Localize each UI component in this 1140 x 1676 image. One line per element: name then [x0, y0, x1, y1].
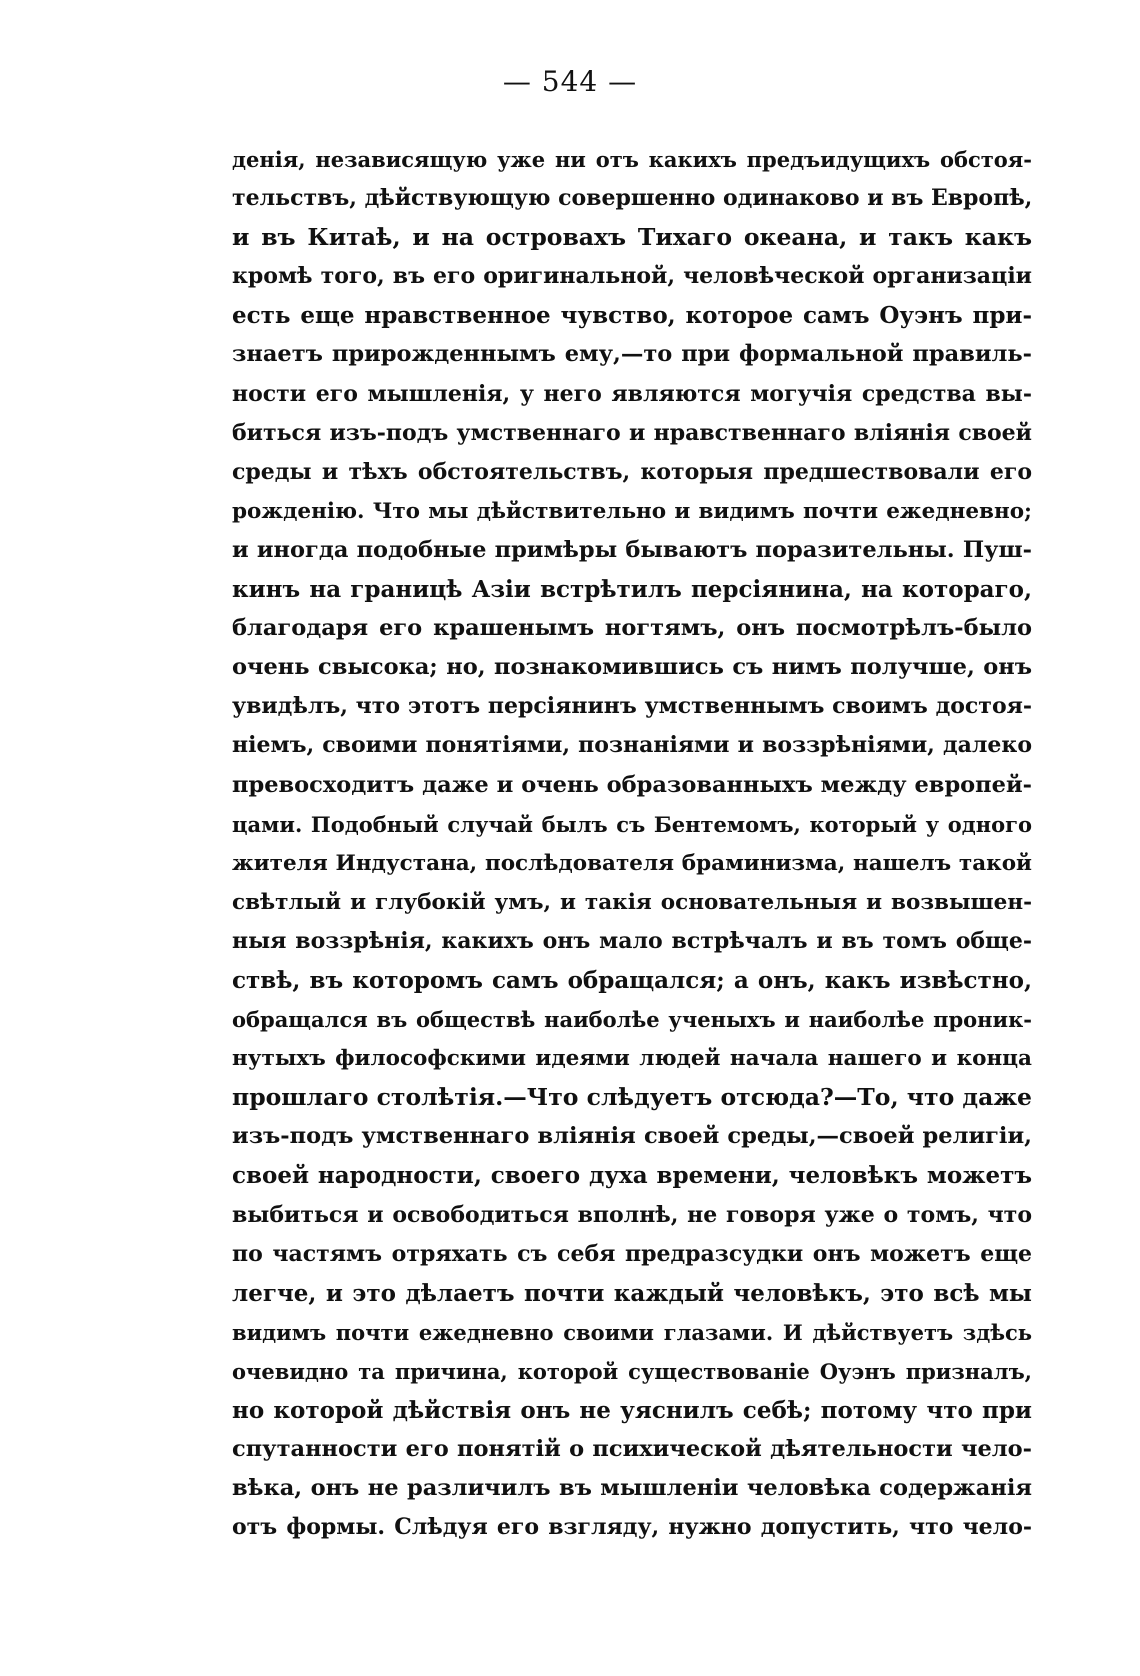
text-line: увидѣлъ, что этотъ персіянинъ умственнымъ своимъ достоя- — [232, 693, 1032, 720]
text-line: кинъ на границѣ Азіи встрѣтилъ персіянина, на котораго, — [232, 576, 1032, 604]
text-line: ныя воззрѣнія, какихъ онъ мало встрѣчалъ и въ томъ обще- — [232, 927, 1032, 954]
text-line: знаетъ прирожденнымъ ему,—то при формальной правиль- — [232, 341, 1032, 368]
text-line: обращался въ обществѣ наиболѣе ученыхъ и наиболѣе проник- — [232, 1007, 1032, 1033]
text-line: вѣка, онъ не различилъ въ мышленіи человѣка содержанія — [232, 1475, 1032, 1502]
text-line: жителя Индустана, послѣдователя браминизма, нашелъ такой — [232, 850, 1032, 876]
text-line: по частямъ отряхать съ себя предразсудки онъ можетъ еще — [232, 1240, 1032, 1267]
page-number: — 544 — — [502, 65, 638, 98]
text-line: денія, независящую уже ни отъ какихъ предъидущихъ обстоя- — [232, 147, 1032, 172]
text-line: выбиться и освободиться вполнѣ, не говоря уже о томъ, что — [232, 1201, 1032, 1228]
text-line: есть еще нравственное чувство, которое самъ Оуэнъ при- — [232, 302, 1032, 330]
text-line: свѣтлый и глубокій умъ, и такія основательныя и возвышен- — [232, 889, 1032, 915]
text-line: среды и тѣхъ обстоятельствъ, которыя предшествовали его — [232, 458, 1032, 485]
text-line: и въ Китаѣ, и на островахъ Тихаго океана, и такъ какъ — [232, 223, 1032, 252]
text-line: изъ-подъ умственнаго вліянія своей среды,—своей религіи, — [232, 1123, 1032, 1150]
text-line: цами. Подобный случай былъ съ Бентемомъ, который у одного — [232, 811, 1032, 837]
text-line: нутыхъ философскими идеями людей начала нашего и конца — [232, 1046, 1032, 1072]
text-line: кромѣ того, въ его оригинальной, человѣческой организаціи — [232, 263, 1032, 290]
text-line: спутанности его понятій о психической дѣятельности чело- — [232, 1436, 1032, 1463]
text-line: но которой дѣйствія онъ не уяснилъ себѣ; потому что при — [232, 1397, 1032, 1424]
text-line: своей народности, своего духа времени, человѣкъ можетъ — [232, 1162, 1032, 1190]
body-text — [232, 140, 1032, 1547]
text-line: очень свысока; но, познакомившись съ нимъ получше, онъ — [232, 654, 1032, 681]
text-line: рожденію. Что мы дѣйствительно и видимъ почти ежедневно; — [232, 498, 1032, 524]
text-line: легче, и это дѣлаетъ почти каждый человѣкъ, это всѣ мы — [232, 1279, 1032, 1307]
text-line: ствѣ, въ которомъ самъ обращался; а онъ, какъ извѣстно, — [232, 966, 1032, 994]
text-line: превосходитъ даже и очень образованныхъ между европей- — [232, 771, 1032, 798]
text-line: ніемъ, своими понятіями, познаніями и воззрѣніями, далеко — [232, 732, 1032, 759]
text-line: благодаря его крашенымъ ногтямъ, онъ посмотрѣлъ-было — [232, 615, 1032, 642]
text-line: биться изъ-подъ умственнаго и нравственнаго вліянія своей — [232, 419, 1032, 446]
text-line: прошлаго столѣтія.—Что слѣдуетъ отсюда?—То, что даже — [232, 1083, 1032, 1112]
text-line: и иногда подобные примѣры бываютъ поразительны. Пуш- — [232, 536, 1032, 563]
text-line: ности его мышленія, у него являются могучія средства вы- — [232, 380, 1032, 407]
text-line: очевидно та причина, которой существованіе Оуэнъ призналъ, — [232, 1358, 1032, 1384]
text-line: видимъ почти ежедневно своими глазами. И дѣйствуетъ здѣсь — [232, 1319, 1032, 1345]
text-line: тельствъ, дѣйствующую совершенно одинаково и въ Европѣ, — [232, 185, 1032, 212]
text-line: отъ формы. Слѣдуя его взгляду, нужно допустить, что чело- — [232, 1514, 1032, 1541]
